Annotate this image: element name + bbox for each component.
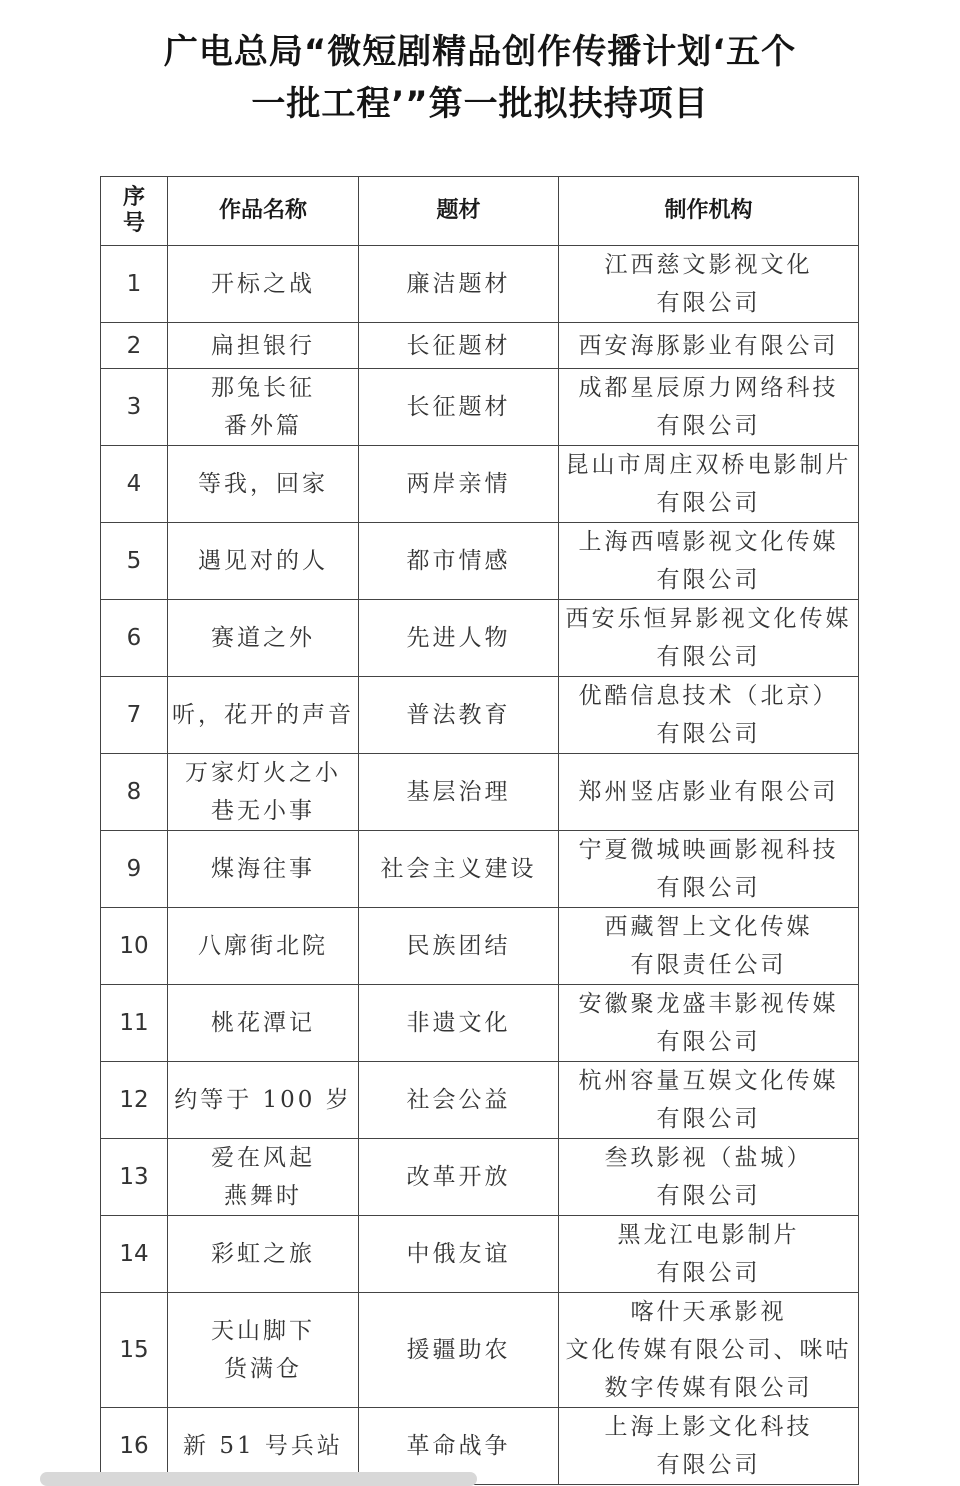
cell-producer-line: 数字传媒有限公司 <box>604 1375 813 1401</box>
cell-name <box>168 600 359 677</box>
cell-index: 4 <box>101 446 168 523</box>
header-name: 作品名称 <box>168 177 359 246</box>
cell-producer <box>559 323 859 369</box>
title-line-1: 广电总局“微短剧精品创作传播计划‘五个 <box>163 32 797 72</box>
cell-name <box>168 677 359 754</box>
cell-producer <box>559 1293 859 1408</box>
cell-producer <box>559 1139 859 1216</box>
table-row <box>101 1062 859 1139</box>
cell-producer <box>559 1216 859 1293</box>
cell-theme: 社会主义建设 <box>359 831 559 908</box>
cell-name-line: 货满仓 <box>224 1356 302 1382</box>
cell-producer-line: 有限公司 <box>656 644 761 670</box>
cell-index: 6 <box>101 600 168 677</box>
cell-index: 7 <box>101 677 168 754</box>
cell-name <box>168 831 359 908</box>
cell-producer-line: 文化传媒有限公司、咪咕 <box>565 1337 852 1363</box>
cell-index: 8 <box>101 754 168 831</box>
table-row <box>101 323 859 369</box>
cell-producer-line: 郑州竖店影业有限公司 <box>578 779 839 805</box>
cell-index: 16 <box>101 1408 168 1485</box>
cell-producer <box>559 446 859 523</box>
cell-name-line: 八廓街北院 <box>198 933 328 959</box>
cell-index: 14 <box>101 1216 168 1293</box>
cell-name-line: 约等于 100 岁 <box>174 1087 352 1113</box>
cell-name-line: 巷无小事 <box>211 798 315 824</box>
cell-name-line: 那兔长征 <box>211 375 315 401</box>
cell-theme: 长征题材 <box>359 369 559 446</box>
table-row <box>101 600 859 677</box>
cell-producer-line: 有限公司 <box>656 290 761 316</box>
cell-theme: 中俄友谊 <box>359 1216 559 1293</box>
cell-producer <box>559 908 859 985</box>
cell-producer-line: 有限公司 <box>656 1183 761 1209</box>
cell-theme: 革命战争 <box>359 1408 559 1485</box>
project-table <box>100 176 859 1485</box>
cell-name <box>168 1139 359 1216</box>
cell-theme: 改革开放 <box>359 1139 559 1216</box>
cell-producer-line: 有限公司 <box>656 490 761 516</box>
cell-name-line: 开标之战 <box>211 271 315 297</box>
cell-name-line: 煤海往事 <box>211 856 315 882</box>
table-row <box>101 754 859 831</box>
cell-name-line: 新 51 号兵站 <box>183 1433 343 1459</box>
cell-producer <box>559 369 859 446</box>
cell-producer-line: 西藏智上文化传媒 <box>604 914 813 940</box>
cell-index: 11 <box>101 985 168 1062</box>
header-index-line-2: 号 <box>122 211 145 236</box>
cell-producer-line: 黑龙江电影制片 <box>617 1222 800 1248</box>
cell-theme: 社会公益 <box>359 1062 559 1139</box>
cell-name-line: 燕舞时 <box>224 1183 302 1209</box>
cell-name-line: 万家灯火之小 <box>185 760 341 786</box>
cell-producer-line: 有限公司 <box>656 1106 761 1132</box>
table-row <box>101 908 859 985</box>
header-index <box>101 177 168 246</box>
table-row <box>101 1216 859 1293</box>
cell-producer <box>559 600 859 677</box>
cell-name-line: 彩虹之旅 <box>211 1241 315 1267</box>
table-row <box>101 985 859 1062</box>
table-row <box>101 1293 859 1408</box>
cell-producer-line: 有限公司 <box>656 721 761 747</box>
cell-name <box>168 754 359 831</box>
cell-name-line: 天山脚下 <box>211 1318 315 1344</box>
cell-index: 13 <box>101 1139 168 1216</box>
cell-producer-line: 西安乐恒昇影视文化传媒 <box>565 606 852 632</box>
cell-producer-line: 有限公司 <box>656 567 761 593</box>
cell-producer-line: 叁玖影视（盐城） <box>604 1145 813 1171</box>
table-row <box>101 246 859 323</box>
cell-name-line: 扁担银行 <box>211 332 315 359</box>
table-row <box>101 1139 859 1216</box>
cell-theme: 两岸亲情 <box>359 446 559 523</box>
cell-producer-line: 安徽聚龙盛丰影视传媒 <box>578 991 839 1017</box>
cell-name <box>168 323 359 369</box>
cell-index: 12 <box>101 1062 168 1139</box>
cell-theme: 廉洁题材 <box>359 246 559 323</box>
cell-producer <box>559 831 859 908</box>
cell-producer-line: 喀什天承影视 <box>630 1299 787 1325</box>
cell-producer <box>559 985 859 1062</box>
cell-name <box>168 1216 359 1293</box>
cell-producer-line: 上海西嘻影视文化传媒 <box>578 529 839 555</box>
cell-producer-line: 有限公司 <box>656 875 761 901</box>
header-producer: 制作机构 <box>559 177 859 246</box>
cell-name <box>168 1062 359 1139</box>
cell-name-line: 等我，回家 <box>198 471 328 497</box>
horizontal-scrollbar[interactable] <box>40 1472 477 1486</box>
cell-producer-line: 上海上影文化科技 <box>604 1414 813 1440</box>
cell-name-line: 桃花潭记 <box>211 1010 315 1036</box>
cell-producer <box>559 754 859 831</box>
document-title <box>0 26 960 130</box>
cell-index: 15 <box>101 1293 168 1408</box>
cell-theme: 援疆助农 <box>359 1293 559 1408</box>
cell-producer-line: 有限公司 <box>656 1260 761 1286</box>
header-index-line-1: 序 <box>122 185 145 210</box>
cell-index: 3 <box>101 369 168 446</box>
cell-producer-line: 成都星辰原力网络科技 <box>578 375 839 401</box>
cell-theme: 先进人物 <box>359 600 559 677</box>
cell-name-line: 遇见对的人 <box>198 548 328 574</box>
cell-name <box>168 1293 359 1408</box>
cell-producer-line: 有限公司 <box>656 1029 761 1055</box>
cell-name-line: 听，花开的声音 <box>172 702 354 728</box>
cell-name <box>168 908 359 985</box>
cell-index: 1 <box>101 246 168 323</box>
cell-producer-line: 江西慈文影视文化 <box>604 252 813 278</box>
cell-name <box>168 369 359 446</box>
cell-producer-line: 昆山市周庄双桥电影制片 <box>565 452 852 478</box>
cell-producer <box>559 677 859 754</box>
cell-index: 10 <box>101 908 168 985</box>
cell-producer-line: 宁夏微城映画影视科技 <box>578 837 839 863</box>
cell-producer-line: 有限公司 <box>656 413 761 439</box>
table-row <box>101 446 859 523</box>
cell-name-line: 番外篇 <box>224 413 302 439</box>
table-header-row <box>101 177 859 246</box>
cell-producer-line: 杭州容量互娱文化传媒 <box>578 1068 839 1094</box>
cell-theme: 基层治理 <box>359 754 559 831</box>
cell-name <box>168 523 359 600</box>
cell-name <box>168 446 359 523</box>
cell-producer-line: 西安海豚影业有限公司 <box>578 332 839 359</box>
table-row <box>101 831 859 908</box>
cell-index: 2 <box>101 323 168 369</box>
cell-theme: 普法教育 <box>359 677 559 754</box>
cell-theme: 都市情感 <box>359 523 559 600</box>
cell-theme: 民族团结 <box>359 908 559 985</box>
cell-producer <box>559 523 859 600</box>
title-line-2: 一批工程’”第一批拟扶持项目 <box>251 84 709 124</box>
cell-producer <box>559 1408 859 1485</box>
table-body <box>101 246 859 1485</box>
table-row <box>101 677 859 754</box>
cell-producer <box>559 1062 859 1139</box>
cell-producer-line: 有限责任公司 <box>630 952 787 978</box>
cell-name-line: 赛道之外 <box>211 625 315 651</box>
header-theme: 题材 <box>359 177 559 246</box>
cell-producer-line: 有限公司 <box>656 1452 761 1478</box>
cell-name-line: 爱在风起 <box>211 1145 315 1171</box>
cell-name <box>168 246 359 323</box>
table-row <box>101 523 859 600</box>
table-row <box>101 369 859 446</box>
cell-theme: 非遗文化 <box>359 985 559 1062</box>
cell-producer-line: 优酷信息技术（北京） <box>578 683 839 709</box>
cell-name <box>168 985 359 1062</box>
cell-index: 9 <box>101 831 168 908</box>
cell-theme: 长征题材 <box>359 323 559 369</box>
cell-index: 5 <box>101 523 168 600</box>
cell-producer <box>559 246 859 323</box>
